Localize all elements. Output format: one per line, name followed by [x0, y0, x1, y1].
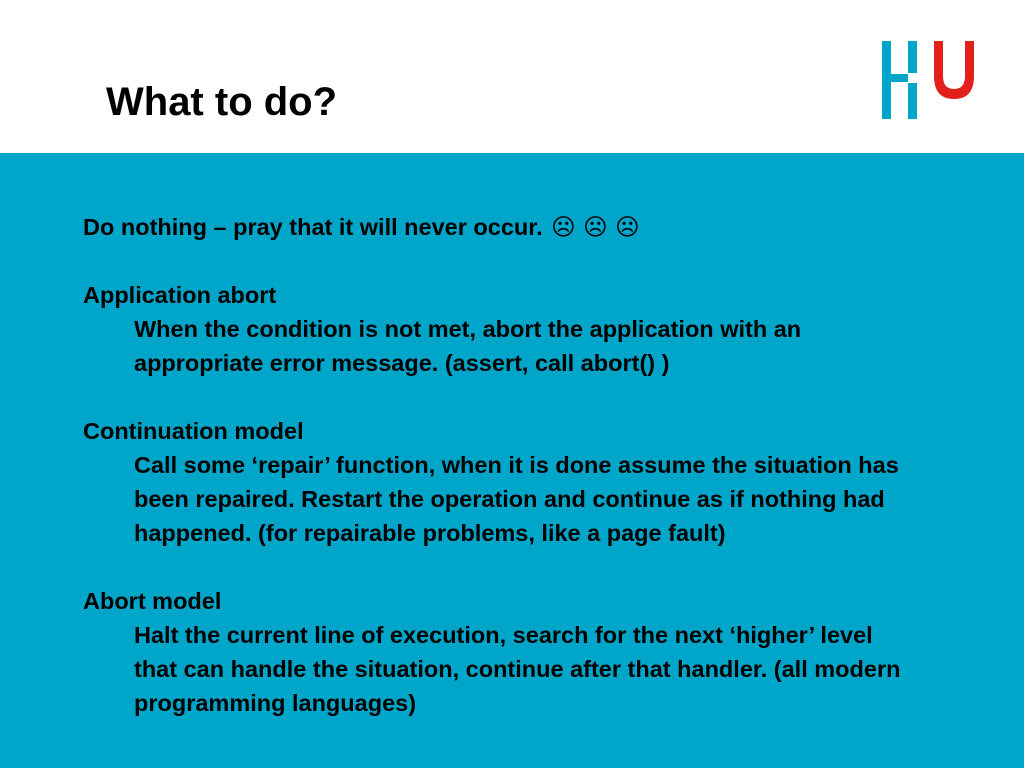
sad-face-icons: ☹ ☹ ☹ — [551, 213, 640, 241]
slide-body — [0, 153, 1024, 768]
do-nothing-heading: Do nothing – pray that it will never occur. — [83, 214, 543, 240]
section-gap — [83, 550, 943, 584]
slide-title: What to do? — [106, 80, 338, 124]
section-gap — [83, 244, 943, 278]
continuation-model-heading: Continuation model — [83, 418, 304, 444]
do-nothing-option — [83, 210, 943, 244]
abort-model-description: Halt the current line of execution, search for the next ‘higher’ level that can handle the situation, continue after that handler. (all modern programming languages) — [134, 622, 901, 716]
continuation-model-description: Call some ‘repair’ function, when it is done assume the situation has been repaired. Restart the operation and continue as if nothing had happened. (for repairable problems, like a page fault) — [134, 452, 899, 546]
section-gap — [83, 380, 943, 414]
hu-logo — [880, 36, 980, 122]
application-abort-heading: Application abort — [83, 282, 277, 308]
option-list — [83, 210, 943, 720]
slide-header — [0, 0, 1024, 153]
application-abort-description: When the condition is not met, abort the application with an appropriate error message. (assert, call abort() ) — [134, 316, 802, 376]
abort-model-heading: Abort model — [83, 588, 222, 614]
